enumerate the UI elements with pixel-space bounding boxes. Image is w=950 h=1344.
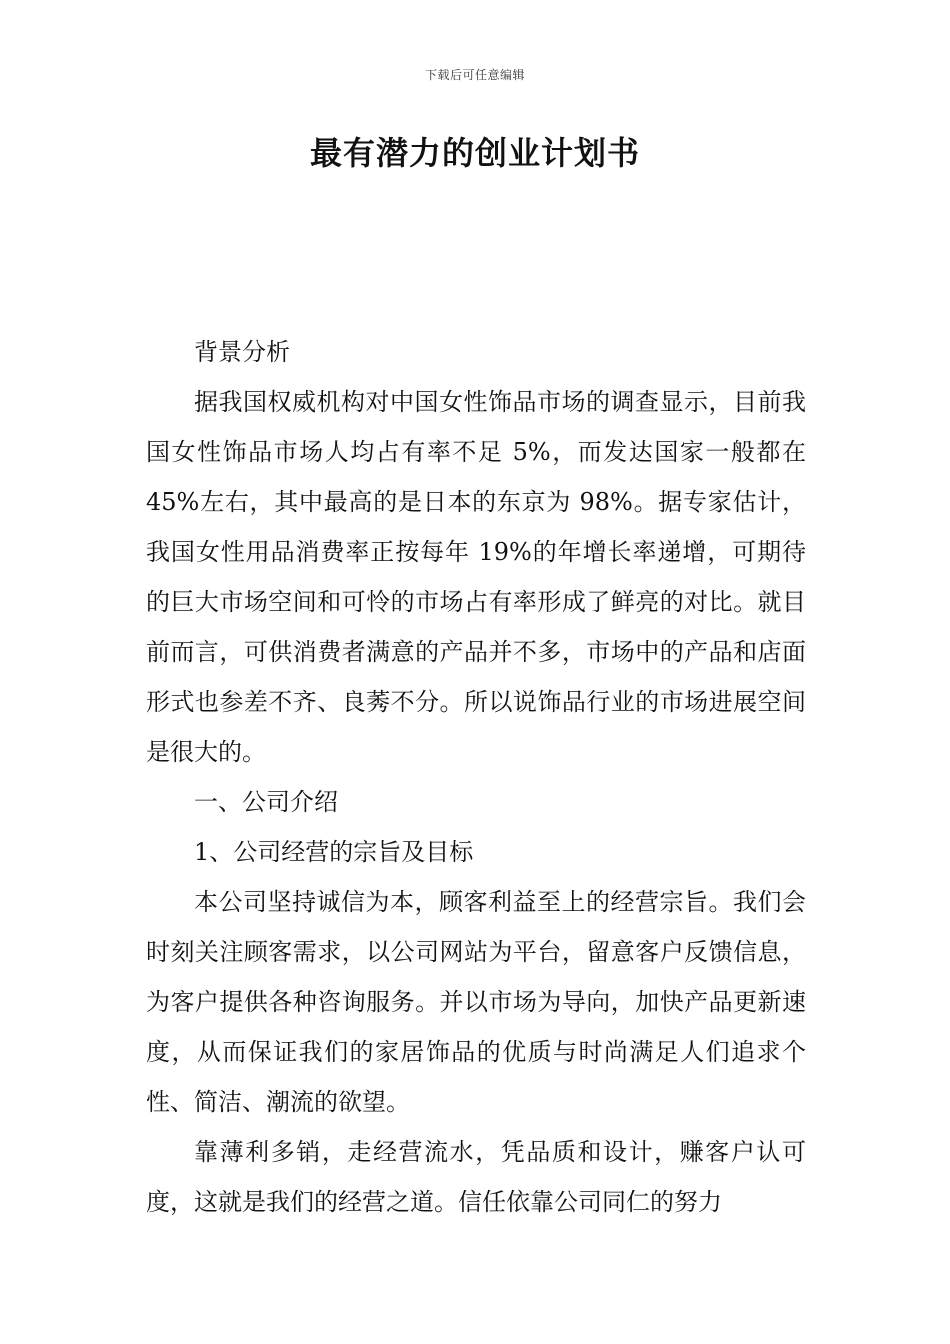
document-body	[146, 327, 806, 1227]
paragraph-business-way: 靠薄利多销，走经营流水，凭品质和设计，赚客户认可度，这就是我们的经营之道。信任依靠公司同仁的努力	[146, 1138, 806, 1216]
section-heading-company-intro: 一、公司介绍	[194, 788, 338, 816]
document-title: 最有潜力的创业计划书	[309, 134, 640, 172]
subsection-heading-purpose: 1、公司经营的宗旨及目标	[194, 838, 474, 866]
section-heading-background: 背景分析	[194, 338, 290, 366]
header-note: 下载后可任意编辑	[424, 68, 525, 82]
paragraph-company-purpose: 本公司坚持诚信为本，顾客利益至上的经营宗旨。我们会时刻关注顾客需求，以公司网站为平台，留意客户反馈信息，为客户提供各种咨询服务。并以市场为导向，加快产品更新速度，从而保证我们的家居饰品的优质与时尚满足人们追求个性、简洁、潮流的欲望。	[146, 888, 806, 1116]
paragraph-market-analysis: 据我国权威机构对中国女性饰品市场的调查显示，目前我国女性饰品市场人均占有率不足 5%，而发达国家一般都在 45%左右，其中最高的是日本的东京为 98%。据专家估计，我国女性用品消费率正按每年 19%的年增长率递增，可期待的巨大市场空间和可怜的市场占有率形成了鲜亮的对比。就目前而言，可供消费者满意的产品并不多，市场中的产品和店面形式也参差不齐、良莠不分。所以说饰品行业的市场进展空间是很大的。	[146, 388, 806, 766]
